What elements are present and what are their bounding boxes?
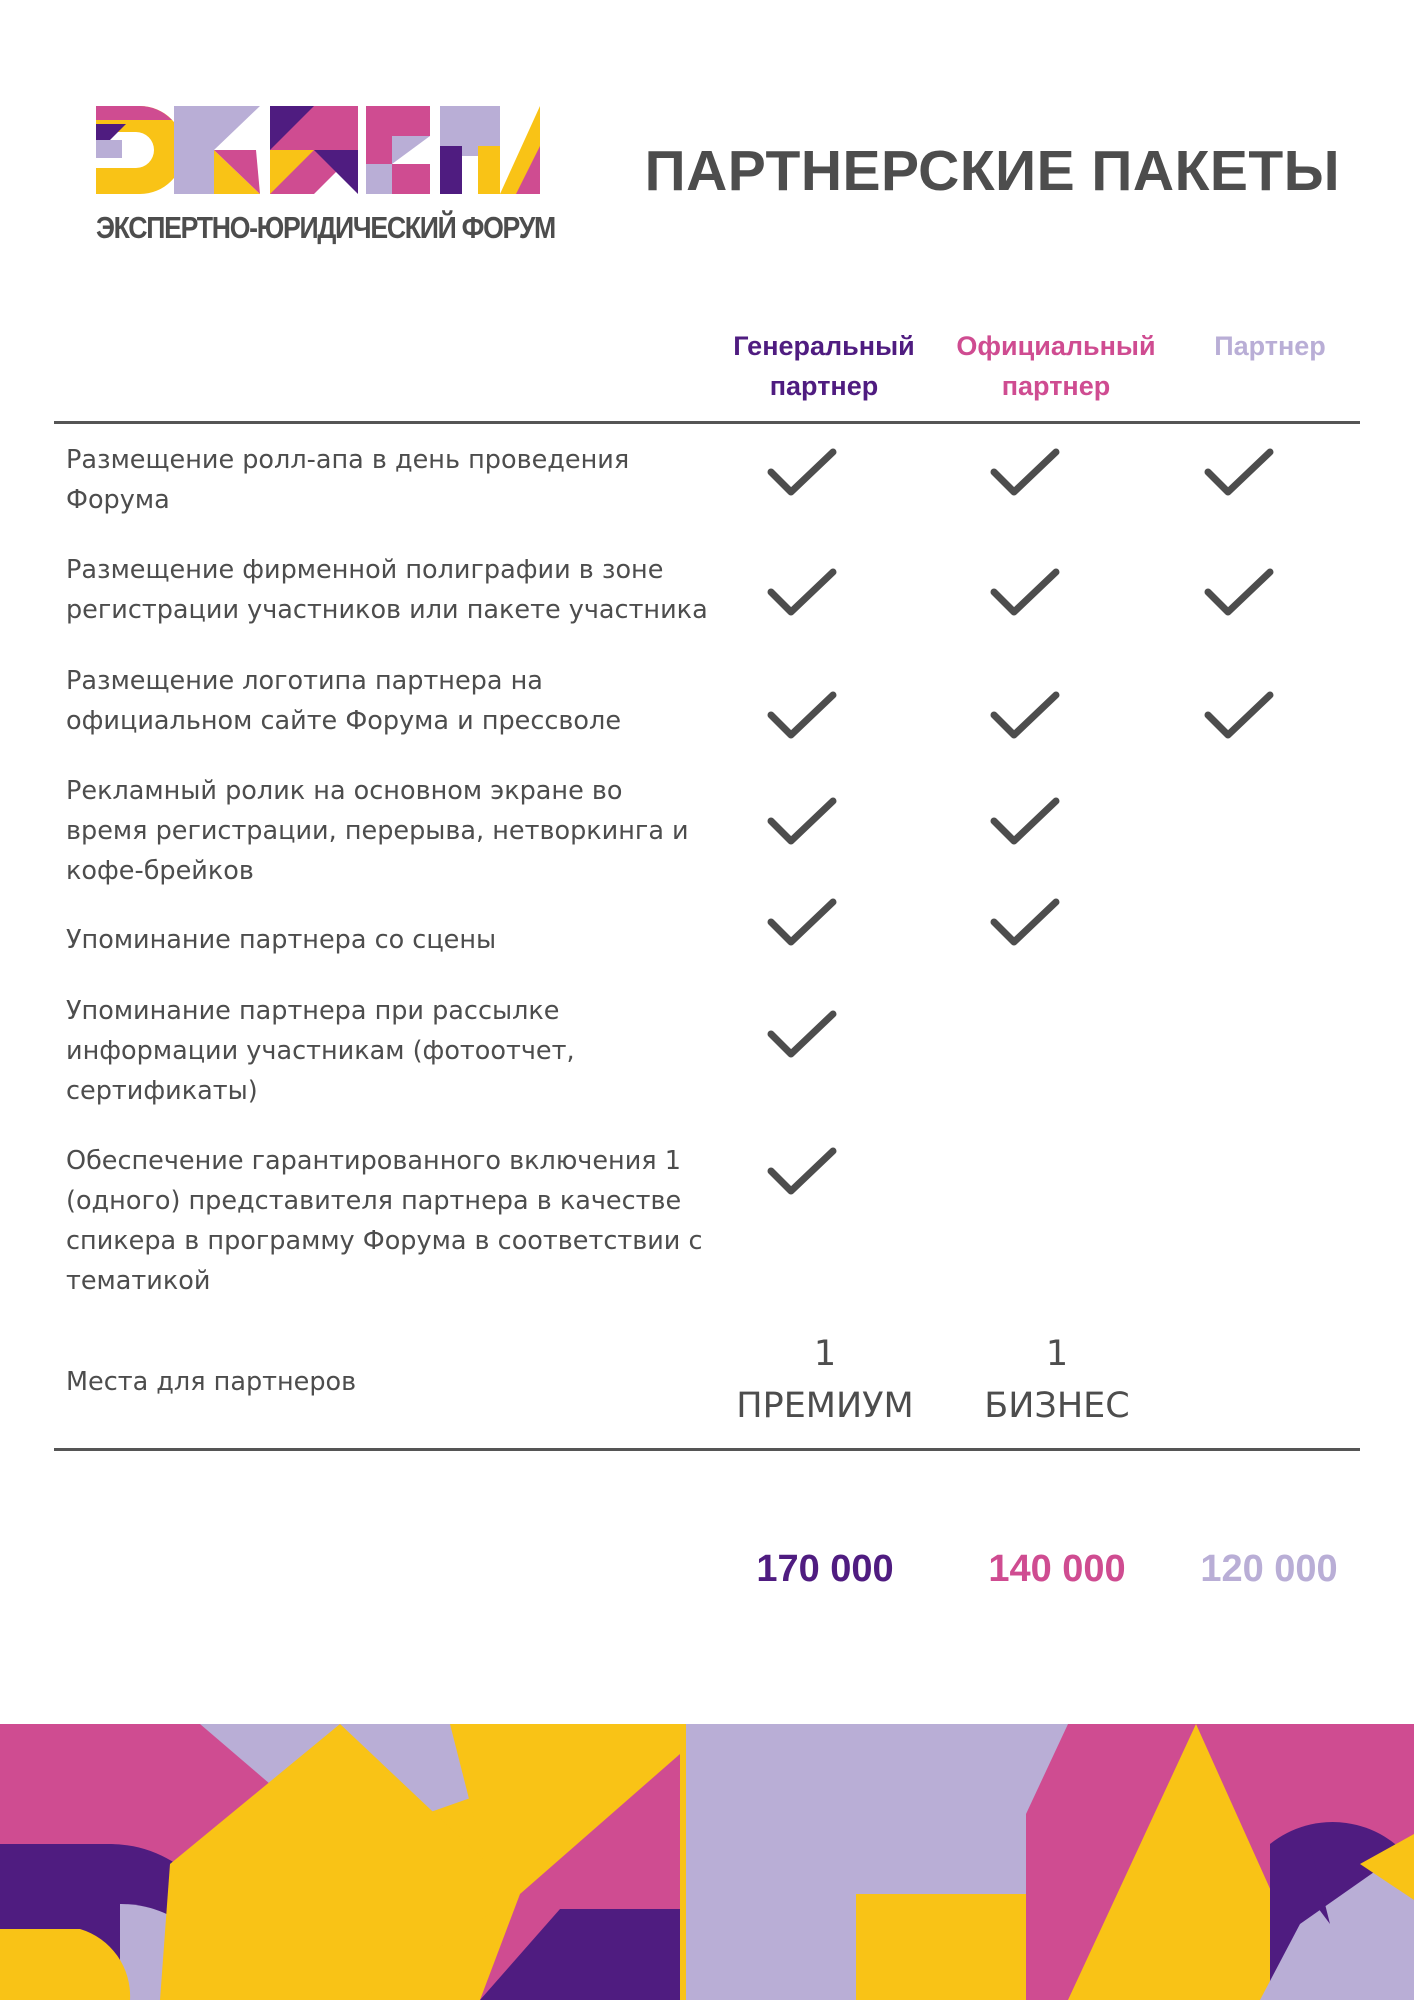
column-header-official-line1: Официальный <box>956 331 1156 361</box>
column-header-partner <box>1160 326 1380 366</box>
check-icon-partner <box>1204 689 1276 745</box>
feature-text: Размещение ролл-апа в день проведения Форума <box>66 445 630 515</box>
check-icon-partner <box>1204 566 1276 622</box>
column-header-partner-line1: Партнер <box>1214 331 1326 361</box>
price-official: 140 000 <box>988 1548 1126 1590</box>
column-header-general <box>714 326 934 406</box>
feature-text: Размещение логотипа партнера на официальном сайте Форума и прессволе <box>66 666 622 736</box>
decorative-banner <box>0 1724 1414 2000</box>
seats-official <box>937 1328 1177 1432</box>
seats-label: Места для партнеров <box>66 1367 357 1397</box>
check-icon-official <box>990 566 1062 622</box>
column-header-general-line2: партнер <box>769 371 879 401</box>
check-icon-partner <box>1204 446 1276 502</box>
check-icon-general <box>767 566 839 622</box>
table-top-rule <box>54 421 1360 424</box>
check-icon-official <box>990 795 1062 851</box>
feature-text: Размещение фирменной полиграфии в зоне регистрации участников или пакете участника <box>66 555 708 625</box>
seats-official-count: 1 <box>1045 1334 1069 1374</box>
check-icon-general <box>767 896 839 952</box>
column-header-general-line1: Генеральный <box>733 331 915 361</box>
seats-official-type: БИЗНЕС <box>984 1386 1130 1426</box>
feature-text: Обеспечение гарантированного включения 1 (одного) представителя партнера в качестве спикера в программу Форума в соответствии с тематикой <box>66 1146 703 1296</box>
check-icon-general <box>767 1008 839 1064</box>
check-icon-official <box>990 896 1062 952</box>
table-bottom-rule <box>54 1448 1360 1451</box>
check-icon-general <box>767 795 839 851</box>
column-header-official-line2: партнер <box>1001 371 1111 401</box>
forum-logo <box>96 106 555 246</box>
seats-general-count: 1 <box>813 1334 837 1374</box>
feature-text: Рекламный ролик на основном экране во время регистрации, перерыва, нетворкинга и кофе-брейков <box>66 776 689 886</box>
check-icon-general <box>767 446 839 502</box>
seats-general-type: ПРЕМИУМ <box>736 1386 914 1426</box>
feature-text: Упоминание партнера со сцены <box>66 925 497 955</box>
column-header-official <box>946 326 1166 406</box>
logo-subtitle: ЭКСПЕРТНО-ЮРИДИЧЕСКИЙ ФОРУМ <box>96 210 555 245</box>
check-icon-official <box>990 446 1062 502</box>
expa-wordmark-logo <box>96 106 540 198</box>
feature-text: Упоминание партнера при рассылке информации участникам (фотоотчет, сертификаты) <box>66 996 575 1106</box>
page-title: ПАРТНЕРСКИЕ ПАКЕТЫ <box>644 139 1340 203</box>
price-general: 170 000 <box>756 1548 894 1590</box>
check-icon-general <box>767 689 839 745</box>
price-partner: 120 000 <box>1200 1548 1338 1590</box>
seats-general <box>705 1328 945 1432</box>
check-icon-general <box>767 1145 839 1201</box>
check-icon-official <box>990 689 1062 745</box>
